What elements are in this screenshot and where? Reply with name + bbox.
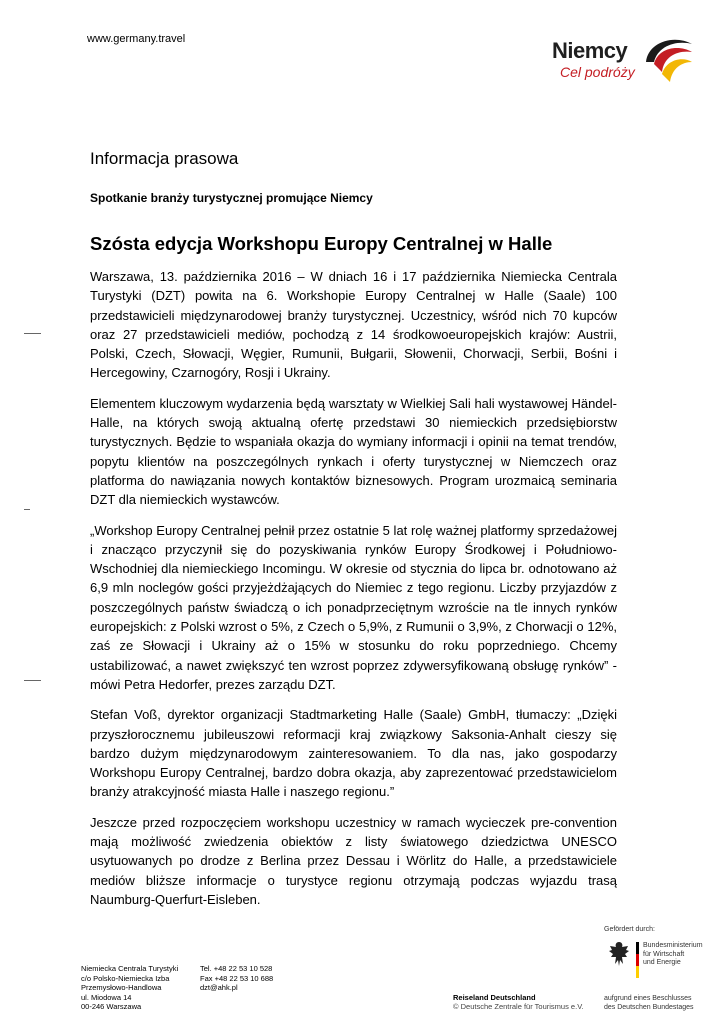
fax-number: Fax +48 22 53 10 688 — [200, 973, 274, 983]
paragraph: Warszawa, 13. października 2016 – W dniach 16 i 17 października Niemiecka Centrala Turystyki (DZT) powita na 6. Workshopie Europy Centralnej w Halle (Saale) 100 przedstawicieli międzynarodowej branży turystycznej. Uczestnicy, wśród nich 70 kupców oraz 27 przedstawicieli mediów, pochodzą z 14 środkowoeuropejskich krajów: Austrii, Polski, Czech, Słowacji, Węgier, Rumunii, Bułgarii, Słowenii, Chorwacji, Serbii, Bośni i Hercegowiny, Czarnogóry, Rosji i Ukrainy. — [90, 269, 617, 381]
paragraph: Jeszcze przed rozpoczęciem workshopu uczestnicy w ramach wycieczek pre-convention mają możliwość zwiedzenia obiektów z listy światowego dziedzictwa UNESCO usytuowanych po drodze z Berlina przez Dessau i Wörlitz do Halle, a przedstawiciele mediów bliższe informacje o turystyce regionu otrzymają podczas wyjazdu trasą Naumburg-Querfurt-Eisleben. — [90, 814, 617, 907]
reiseland-subtitle: © Deutsche Zentrale für Tourismus e.V. — [453, 1002, 584, 1011]
reiseland-logo — [453, 993, 584, 1011]
phone-number: Tel. +48 22 53 10 528 — [200, 964, 273, 973]
website-url[interactable]: www.germany.travel — [87, 33, 186, 45]
niemcy-logo — [548, 28, 698, 94]
paragraph: Stefan Voß, dyrektor organizacji Stadtmarketing Halle (Saale) GmbH, tłumaczy: „Dzięki przyszłorocznemu jubileuszowi reformacji kraj związkowy Saksonia-Anhalt cieszy się bardzo dużym międzynarodowym zainteresowaniem. To dla nas, jako gospodarzy Workshopu Europy Centralnej, bardzo dobra okazja, aby zaprezentować przedstawicielom branży atrakcyjność miasta Halle i naszego regionu.” — [90, 707, 617, 800]
funded-by-label: Gefördert durch: — [604, 926, 655, 933]
footer-contact — [200, 964, 273, 993]
address-line: Przemysłowo-Handlowa — [81, 983, 162, 993]
paragraph: „Workshop Europy Centralnej pełnił przez ostatnie 5 lat rolę ważnej platformy sprzedażowej i znacząco przyczynił się do pozyskiwania rynków Europy Środkowej i Południowo-Wschodniej dla niemieckiego Incomingu. W okresie od stycznia do lipca br. odnotowano aż 6,9 mln noclegów gości przyjeżdżających do Niemiec z tego regionu. Liczby przyjazdów z poszczególnych państw świadczą o ich ponadprzeciętnym wzroście na tle innych rynków europejskich: z Polski wzrost o 5%, z Czech o 5,9%, z Rumunii o 3,9%, z Chorwacji o 12%, zaś ze Słowacji i Ukrainy aż o 15% w stosunku do roku poprzedniego. Chcemy ustabilizować, a nawet zwiększyć ten wzrost poprzez zdywersyfikowaną obsługę rynków” - mówi Petra Hedorfer, prezes zarządu DZT. — [90, 522, 617, 692]
ministry-line: und Energie — [643, 959, 681, 966]
section-label: Informacja prasowa — [90, 149, 239, 168]
margin-mark-1 — [24, 333, 41, 334]
email-link[interactable]: dzt@ahk.pl — [200, 983, 238, 993]
address-line: Niemiecka Centrala Turystyki — [81, 964, 179, 973]
decision-line: des Deutschen Bundestages — [604, 1003, 694, 1011]
german-flag-icon — [636, 942, 639, 978]
bundestag-decision — [604, 995, 694, 1012]
document-subtitle: Spotkanie branży turystycznej promujące Niemcy — [90, 191, 373, 205]
document-title: Szósta edycja Workshopu Europy Centralnej w Halle — [90, 233, 553, 254]
address-line: 00-246 Warszawa — [81, 1002, 142, 1012]
address-line: c/o Polsko-Niemiecka Izba — [81, 973, 170, 983]
margin-mark-2 — [24, 509, 30, 510]
decision-line: aufgrund eines Beschlusses — [604, 995, 692, 1002]
ministry-line: Bundesministerium — [643, 942, 703, 949]
footer-address — [81, 964, 178, 1012]
ministry-line: für Wirtschaft — [643, 950, 685, 958]
address-line: ul. Miodowa 14 — [81, 992, 132, 1002]
federal-eagle-icon — [607, 940, 631, 970]
logo-title: Niemcy — [552, 38, 628, 63]
logo-subtitle: Cel podróży — [560, 64, 635, 80]
logo-swoosh-icon — [640, 32, 696, 90]
ministry-name — [643, 942, 703, 968]
paragraph: Elementem kluczowym wydarzenia będą warsztaty w Wielkiej Sali hali wystawowej Händel-Halle, na których swoją aktualną ofertę przedstawi 30 niemieckich przedsiębiorstw turystycznych. Będzie to wspaniała okazja do wymiany informacji i opinii na temat trendów, popytu klientów na poszczególnych rynkach i oferty turystycznej w Niemczech oraz platforma do nawiązania nowych kontaktów biznesowych. Program urozmaicą seminaria DZT dla niemieckich wystawców. — [90, 395, 617, 508]
reiseland-title: Reiseland Deutschland — [453, 993, 536, 1002]
body-text — [90, 267, 617, 920]
margin-mark-3 — [24, 680, 41, 681]
